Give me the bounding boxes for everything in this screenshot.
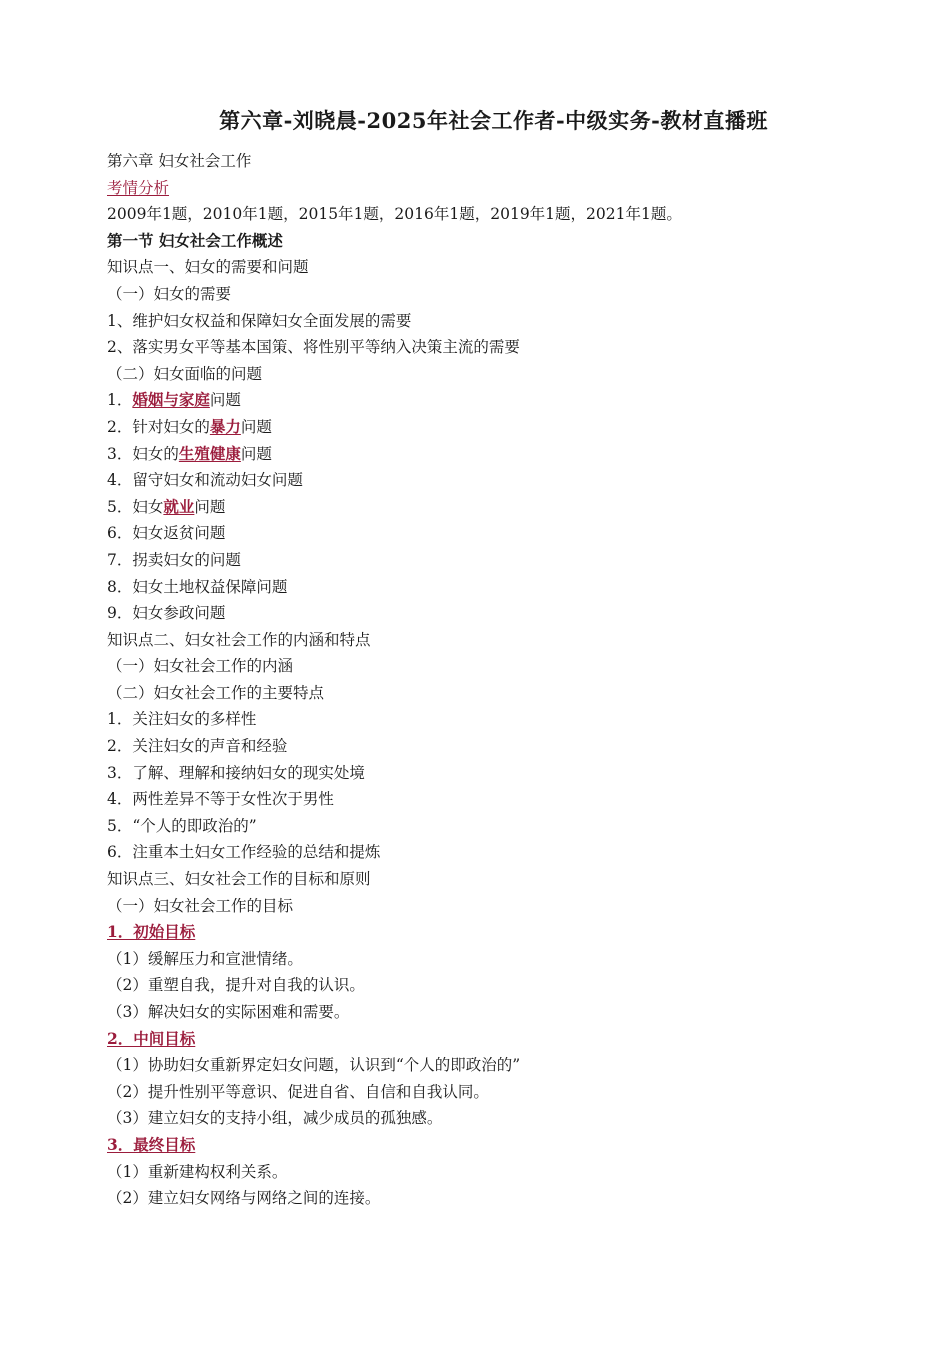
list-item: 6．妇女返贫问题 xyxy=(107,524,226,543)
list-item: 2．关注妇女的声音和经验 xyxy=(107,737,288,756)
list-item: （3）解决妇女的实际困难和需要。 xyxy=(107,1003,350,1021)
exam-analysis-heading xyxy=(107,175,907,202)
subheading: （一）妇女的需要 xyxy=(107,284,232,303)
highlight-term: 婚姻与家庭 xyxy=(132,390,210,410)
list-item: 1、维护妇女权益和保障妇女全面发展的需要 xyxy=(107,311,412,330)
list-item: 5．“个人的即政治的” xyxy=(107,816,257,835)
list-item xyxy=(107,441,907,468)
exam-analysis-text: 2009年1题，2010年1题，2015年1题，2016年1题，2019年1题，2021年1题。 xyxy=(107,205,682,224)
knowledge-point-title: 知识点一、妇女的需要和问题 xyxy=(107,258,309,277)
item-text: 问题 xyxy=(209,391,241,410)
section-title: 第一节 妇女社会工作概述 xyxy=(107,230,283,250)
goal-label: 3．最终目标 xyxy=(107,1134,196,1154)
highlight-term: 生殖健康 xyxy=(178,443,241,463)
item-text: 问题 xyxy=(194,497,226,516)
subheading: （二）妇女面临的问题 xyxy=(107,364,263,383)
list-item: （1）重新建构权利关系。 xyxy=(107,1162,288,1181)
list-item: （3）建立妇女的支持小组，减少成员的孤独感。 xyxy=(107,1109,443,1128)
goal-label: 2．中间目标 xyxy=(107,1028,196,1048)
goal-heading xyxy=(107,919,907,946)
list-item: （2）建立妇女网络与网络之间的连接。 xyxy=(107,1189,381,1208)
list-item: 4．留守妇女和流动妇女问题 xyxy=(107,471,303,490)
item-text: 问题 xyxy=(240,444,272,463)
list-item: （1）缓解压力和宣泄情绪。 xyxy=(107,949,303,968)
subheading: （一）妇女社会工作的内涵 xyxy=(107,657,294,676)
document-body xyxy=(107,148,907,1212)
item-text: 问题 xyxy=(240,417,272,436)
list-item: （1）协助妇女重新界定妇女问题，认识到“个人的即政治的” xyxy=(107,1056,521,1075)
list-item xyxy=(107,414,907,441)
highlight-term: 就业 xyxy=(163,496,195,516)
list-item xyxy=(107,387,907,414)
item-text: 3．妇女的 xyxy=(107,444,179,463)
list-item: 3．了解、理解和接纳妇女的现实处境 xyxy=(107,763,365,782)
document-title: 第六章-刘晓晨-2025年社会工作者-中级实务-教材直播班 xyxy=(219,108,768,133)
item-text: 5．妇女 xyxy=(107,497,164,516)
list-item: 9．妇女参政问题 xyxy=(107,604,226,623)
highlight-term: 暴力 xyxy=(209,416,241,436)
list-item xyxy=(107,494,907,521)
goal-label: 1．初始目标 xyxy=(107,922,196,942)
chapter-heading: 第六章 妇女社会工作 xyxy=(107,152,252,170)
list-item: （2）重塑自我，提升对自我的认识。 xyxy=(107,976,365,995)
list-item: （2）提升性别平等意识、促进自省、自信和自我认同。 xyxy=(107,1082,489,1101)
goal-heading xyxy=(107,1132,907,1159)
item-text: 2．针对妇女的 xyxy=(107,417,210,436)
knowledge-point-title: 知识点三、妇女社会工作的目标和原则 xyxy=(107,870,371,889)
list-item: 6．注重本土妇女工作经验的总结和提炼 xyxy=(107,843,381,862)
list-item: 4．两性差异不等于女性次于男性 xyxy=(107,790,334,809)
item-text: 1． xyxy=(107,391,133,410)
knowledge-point-title: 知识点二、妇女社会工作的内涵和特点 xyxy=(107,630,371,649)
subheading: （一）妇女社会工作的目标 xyxy=(107,896,294,915)
list-item: 7．拐卖妇女的问题 xyxy=(107,550,241,569)
list-item: 2、落实男女平等基本国策、将性别平等纳入决策主流的需要 xyxy=(107,338,520,357)
list-item: 1．关注妇女的多样性 xyxy=(107,710,257,729)
exam-analysis-label: 考情分析 xyxy=(107,178,170,197)
list-item: 8．妇女土地权益保障问题 xyxy=(107,577,288,596)
subheading: （二）妇女社会工作的主要特点 xyxy=(107,683,325,702)
goal-heading xyxy=(107,1026,907,1053)
